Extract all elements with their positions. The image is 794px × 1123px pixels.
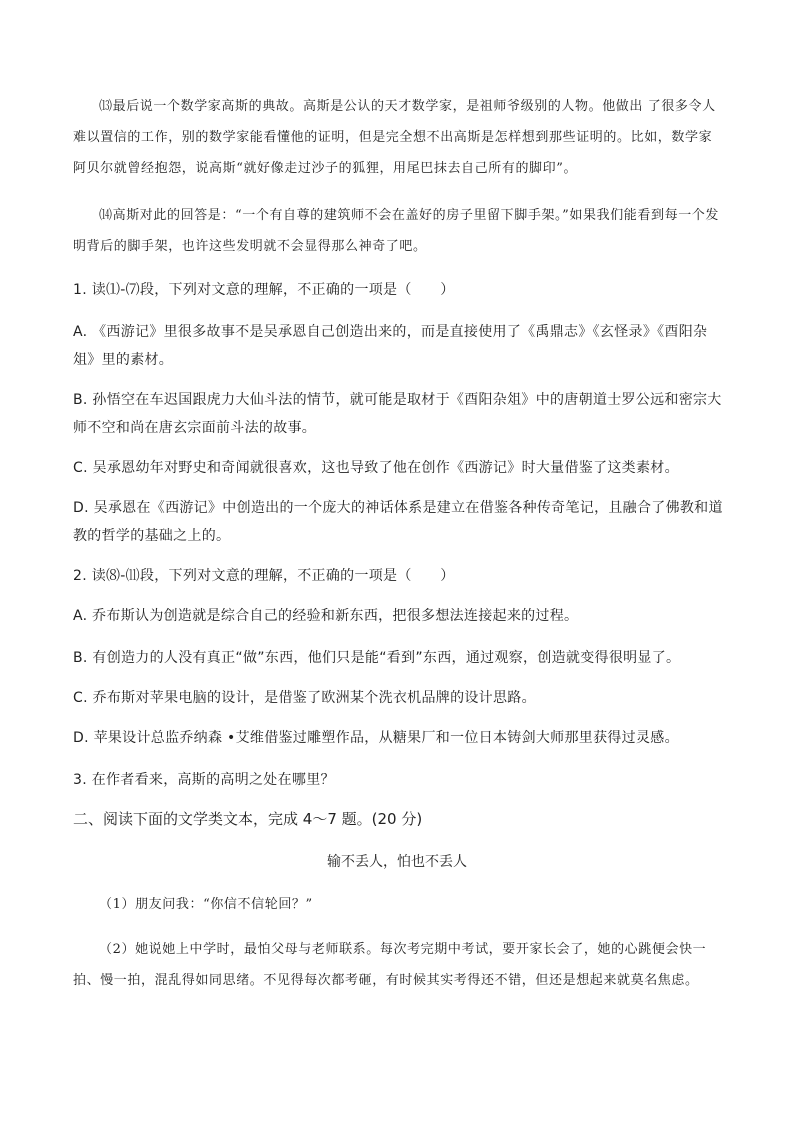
article-paragraph-2: （2）她说她上中学时，最怕父母与老师联系。每次考完期中考试，要开家长会了，她的心跳便会快一拍、慢一拍，混乱得如同思绪。不见得每次都考砸，有时候其实考得还不错，但还是想起来就莫名焦虑。	[73, 942, 707, 988]
section-2-heading: 二、阅读下面的文学类文本，完成 4～7 题。(20 分)	[73, 810, 423, 828]
article-paragraph-1: （1）朋友问我：“你信不信轮回？”	[99, 897, 313, 912]
question-2-option-d: D. 苹果设计总监乔纳森 •艾维借鉴过雕塑作品，从糖果厂和一位日本铸剑大师那里获得过灵感。	[73, 730, 679, 746]
question-1-option-d: D. 吴承恩在《西游记》中创造出的一个庞大的神话体系是建立在借鉴各种传奇笔记，且融合了佛教和道教的哲学的基础之上的。	[73, 500, 723, 544]
paragraph-14: ⒁高斯对此的回答是：“一个有自尊的建筑师不会在盖好的房子里留下脚手架。”如果我们能看到每一个发明背后的脚手架，也许这些发明就不会显得那么神奇了吧。	[73, 208, 719, 254]
question-1-option-c: C. 吴承恩幼年对野史和奇闻就很喜欢，这也导致了他在创作《西游记》时大量借鉴了这类素材。	[73, 460, 679, 476]
question-1-stem: 1. 读⑴-⑺段，下列对文意的理解，不正确的一项是（ ）	[73, 282, 455, 298]
question-2-option-b: B. 有创造力的人没有真正“做”东西，他们只是能“看到”东西，通过观察，创造就变得很明显了。	[73, 650, 681, 666]
question-2-option-a: A. 乔布斯认为创造就是综合自己的经验和新东西，把很多想法连接起来的过程。	[73, 608, 579, 624]
question-2-option-c: C. 乔布斯对苹果电脑的设计，是借鉴了欧洲某个洗衣机品牌的设计思路。	[73, 690, 536, 706]
question-1-option-b: B. 孙悟空在车迟国跟虎力大仙斗法的情节，就可能是取材于《酉阳杂俎》中的唐朝道士罗公远和密宗大师不空和尚在唐玄宗面前斗法的故事。	[73, 392, 722, 436]
paragraph-13: ⒀最后说一个数学家高斯的典故。高斯是公认的天才数学家，是祖师爷级别的人物。他做出 了很多令人难以置信的工作，别的数学家能看懂他的证明，但是完全想不出高斯是怎样想到那些证明的。比如，数学家阿贝尔就曾经抱怨，说高斯“就好像走过沙子的狐狸，用尾巴抹去自己所有的脚印”。	[73, 99, 716, 176]
question-1-option-a: A. 《西游记》里很多故事不是吴承恩自己创造出来的，而是直接使用了《禹鼎志》《玄怪录》《酉阳杂俎》里的素材。	[73, 324, 708, 368]
question-3-stem: 3. 在作者看来，高斯的高明之处在哪里？	[73, 772, 335, 788]
question-2-stem: 2. 读⑻-⑾段，下列对文意的理解，不正确的一项是（ ）	[73, 568, 455, 584]
article-title: 输不丢人，怕也不丢人	[327, 854, 467, 870]
